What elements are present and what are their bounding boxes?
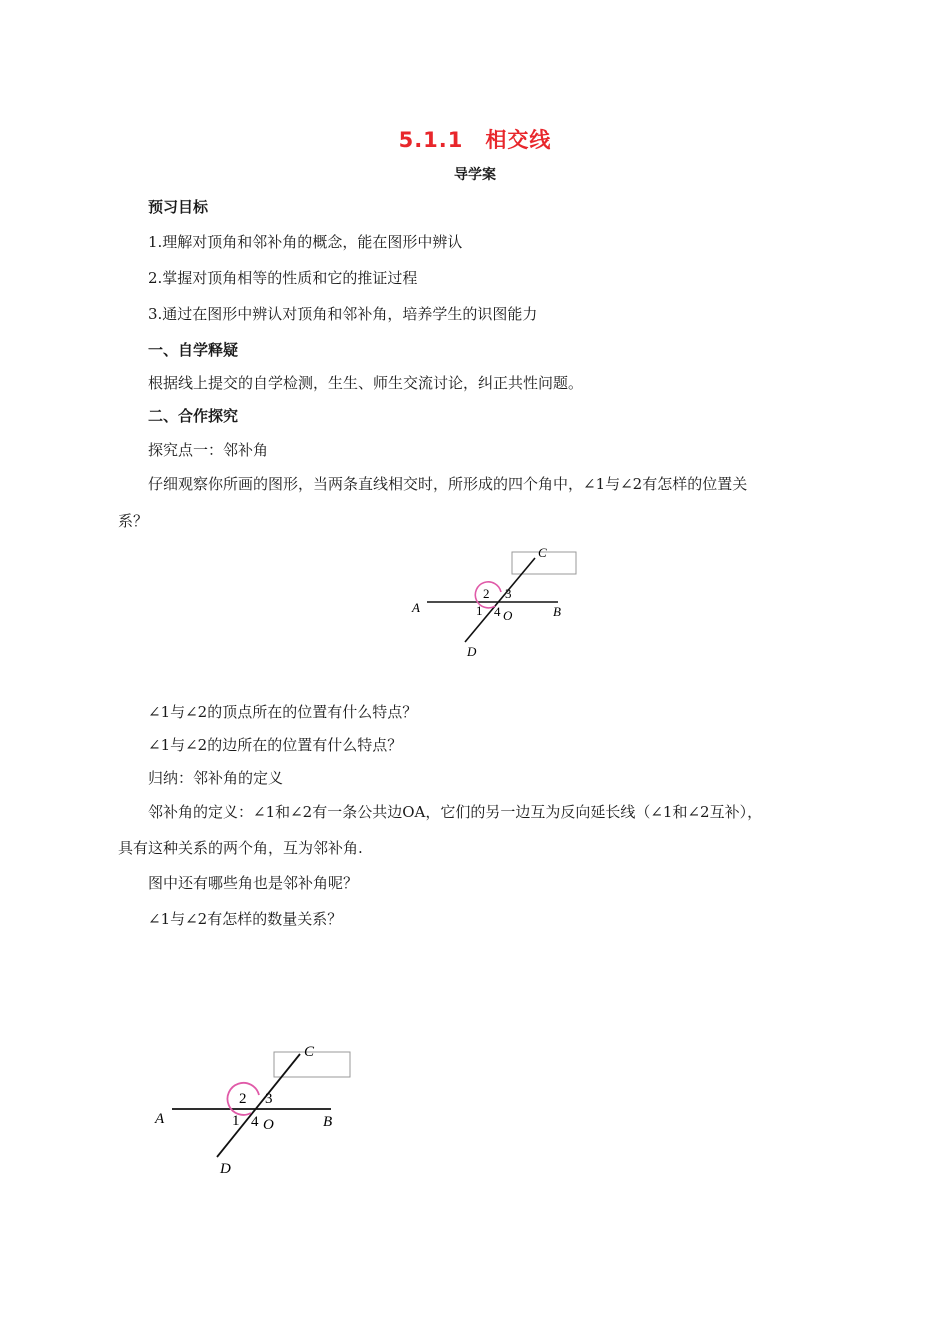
angle-3-label: 3 bbox=[505, 586, 512, 601]
document-subtitle: 导学案 bbox=[454, 167, 496, 183]
preview-item-1: 1.理解对顶角和邻补角的概念，能在图形中辨认 bbox=[148, 233, 463, 251]
label-b: B bbox=[553, 604, 561, 619]
label-c: C bbox=[304, 1044, 315, 1060]
summary-text: 归纳：邻补角的定义 bbox=[148, 769, 284, 787]
angle-1-label: 1 bbox=[232, 1113, 240, 1129]
question-vertex: ∠1与∠2的顶点所在的位置有什么特点？ bbox=[148, 703, 418, 721]
label-b: B bbox=[323, 1114, 333, 1130]
line-cd bbox=[465, 558, 535, 642]
angle-4-label: 4 bbox=[251, 1114, 259, 1130]
preview-heading: 预习目标 bbox=[148, 198, 209, 216]
angle-1-label: 1 bbox=[476, 603, 483, 618]
definition-line-2: 具有这种关系的两个角，互为邻补角. bbox=[118, 839, 363, 857]
explore-point-1: 探究点一：邻补角 bbox=[148, 441, 269, 459]
angle-3-label: 3 bbox=[265, 1091, 273, 1107]
question-other-angles: 图中还有哪些角也是邻补角呢？ bbox=[148, 874, 359, 892]
angle-2-label: 2 bbox=[483, 586, 490, 601]
label-a: A bbox=[412, 600, 420, 615]
section1-heading: 一、自学释疑 bbox=[148, 341, 239, 359]
intersecting-lines-figure-1 bbox=[405, 545, 605, 665]
intersecting-lines-figure-2 bbox=[150, 1040, 370, 1180]
label-c: C bbox=[538, 545, 547, 560]
label-d: D bbox=[467, 644, 477, 659]
angle-4-label: 4 bbox=[494, 604, 501, 619]
label-o: O bbox=[263, 1117, 274, 1133]
label-a: A bbox=[155, 1111, 165, 1127]
question-line-1: 仔细观察你所画的图形，当两条直线相交时，所形成的四个角中，∠1与∠2有怎样的位置关 bbox=[148, 475, 748, 493]
angle-2-label: 2 bbox=[239, 1091, 247, 1107]
section1-text: 根据线上提交的自学检测，生生、师生交流讨论，纠正共性问题。 bbox=[148, 374, 584, 392]
question-line-2: 系？ bbox=[118, 512, 149, 530]
preview-item-2: 2.掌握对顶角相等的性质和它的推证过程 bbox=[148, 269, 418, 287]
question-quantity: ∠1与∠2有怎样的数量关系？ bbox=[148, 910, 343, 928]
label-o: O bbox=[503, 608, 513, 623]
label-d: D bbox=[220, 1161, 231, 1177]
section2-heading: 二、合作探究 bbox=[148, 407, 239, 425]
question-sides: ∠1与∠2的边所在的位置有什么特点？ bbox=[148, 736, 403, 754]
definition-line-1: 邻补角的定义：∠1和∠2有一条公共边OA，它们的另一边互为反向延长线（∠1和∠2互补）， bbox=[148, 803, 763, 821]
preview-item-3: 3.通过在图形中辨认对顶角和邻补角，培养学生的识图能力 bbox=[148, 305, 538, 323]
document-title: 5.1.1 相交线 bbox=[398, 128, 552, 152]
